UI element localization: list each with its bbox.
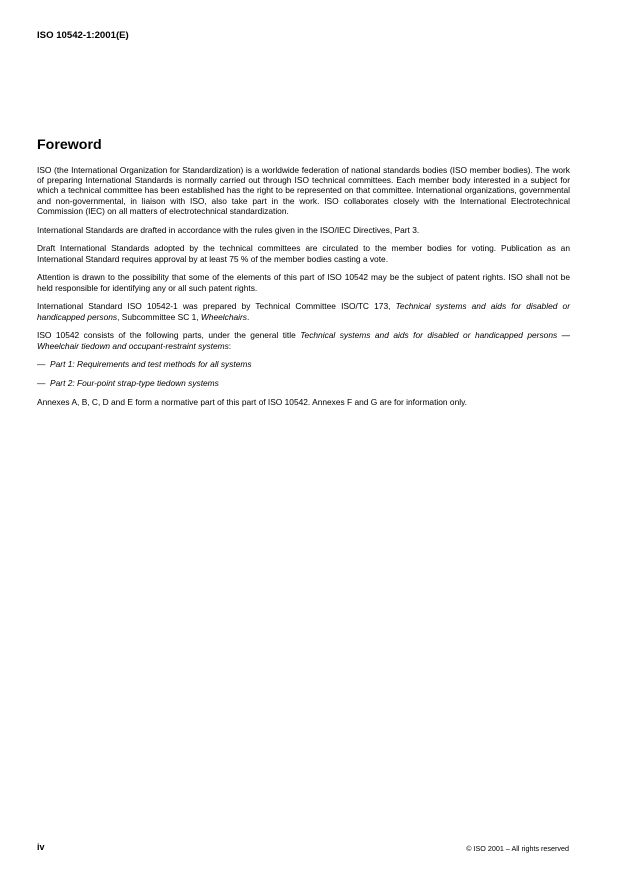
dash: —	[37, 378, 46, 389]
paragraph-iso-intro: ISO (the International Organization for Standardization) is a worldwide federation of national standards bodies (ISO member bodies). The work of preparing International Standards is normally carried out through ISO technical committees. Each member body interested in a subject for which a technical committee has been established has the right to be represented on that committee. International organizations, governmental and non-governmental, in liaison with ISO, also take part in the work. ISO collaborates closely with the International Electrotechnical Commission (IEC) on all matters of electrotechnical standardization.	[37, 165, 570, 216]
copyright-notice: © ISO 2001 – All rights reserved	[466, 844, 569, 853]
document-id: ISO 10542-1:2001(E)	[37, 30, 129, 41]
paragraph-patent: Attention is drawn to the possibility that some of the elements of this part of ISO 10542 may be the subject of patent rights. ISO shall not be held responsible for identifying any or all such patent rights.	[37, 272, 570, 293]
paragraph-voting: Draft International Standards adopted by the technical committees are circulated to the member bodies for voting. Publication as an International Standard requires approval by at least 75 % of the member bodies casting a vote.	[37, 243, 570, 264]
parts-intro-colon: :	[228, 340, 232, 351]
paragraph-annexes: Annexes A, B, C, D and E form a normative part of this part of ISO 10542. Annexes F and G are for information only.	[37, 397, 467, 407]
part-1-label: Part 1: Requirements and test methods for all systems	[50, 359, 252, 370]
section-title: Foreword	[37, 137, 102, 153]
foreword-body	[37, 165, 570, 416]
list-item-part-1	[37, 359, 570, 369]
paragraph-committee	[37, 301, 570, 321]
subcommittee-title: Wheelchairs	[200, 311, 247, 322]
subcommittee-text: , Subcommittee SC 1,	[117, 311, 201, 322]
dash: —	[37, 359, 46, 370]
part-2-label: Part 2: Four-point strap-type tiedown systems	[50, 378, 219, 389]
list-item-part-2	[37, 378, 570, 388]
parts-intro-text: ISO 10542 consists of the following parts, under the general title	[37, 330, 301, 341]
committee-text: International Standard ISO 10542-1 was prepared by Technical Committee ISO/TC 173,	[37, 301, 396, 312]
paragraph-directives: International Standards are drafted in accordance with the rules given in the ISO/IEC Directives, Part 3.	[37, 224, 420, 235]
committee-period: .	[246, 311, 250, 322]
paragraph-parts-intro	[37, 330, 570, 350]
committee-title: Technical systems and aids for disabled or handicapped persons	[37, 301, 570, 322]
page-number: iv	[37, 842, 45, 852]
general-title: Technical systems and aids for disabled or handicapped persons — Wheelchair tiedown and occupant-restraint systems	[37, 330, 570, 351]
